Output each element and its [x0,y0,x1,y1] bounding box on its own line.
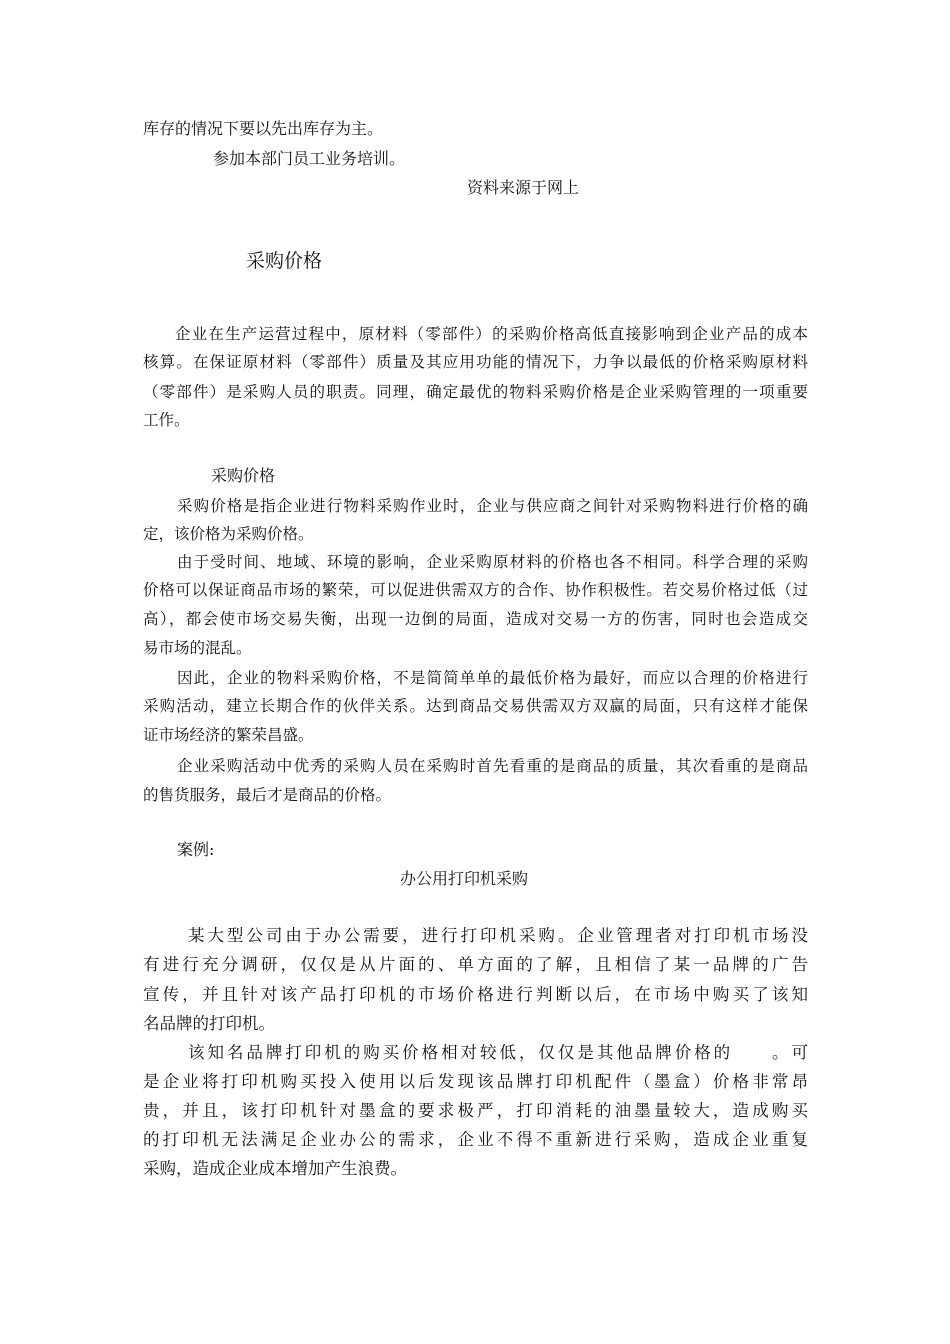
case-label: 案例: [177,840,215,859]
para1-line-4: 工作。 [143,411,190,429]
intro-line-1: 库存的情况下要以先出库存为主。 [143,119,384,138]
case-para2-line-5: 采购，造成企业成本增加产生浪费。 [143,1159,407,1178]
para3-line-3: 高），都会使市场交易失衡，出现一边倒的局面，造成对交易一方的伤害，同时也会造成交 [143,610,808,628]
para2-line-2: 定，该价格为采购价格。 [143,525,314,543]
para2-line-1: 采购价格是指企业进行物料采购作业时，企业与供应商之间针对采购物料进行价格的确 [177,497,808,515]
case-para2-line-3: 贵，并且，该打印机针对墨盒的要求极严，打印消耗的油墨量较大，造成购买 [143,1101,808,1120]
para4-line-1: 因此，企业的物料采购价格，不是简简单单的最低价格为最好，而应以合理的价格进行 [177,669,808,687]
case-para2-line-4: 的打印机无法满足企业办公的需求，企业不得不重新进行采购，造成企业重复 [143,1130,808,1149]
subsection-heading: 采购价格 [211,466,276,485]
case-para1-line-4: 名品牌的打印机。 [143,1014,275,1033]
para4-line-2: 采购活动，建立长期合作的伙伴关系。达到商品交易供需双方双赢的局面，只有这样才能保 [143,697,808,715]
case-title: 办公用打印机采购 [400,869,529,888]
case-para2-line-2: 是企业将打印机购买投入使用以后发现该品牌打印机配件（墨盒）价格非常昂 [143,1072,808,1091]
intro-line-2: 参加本部门员工业务培训。 [213,149,406,168]
section-heading: 采购价格 [246,250,323,272]
para3-line-2: 价格可以保证商品市场的繁荣，可以促进供需双方的合作、协作积极性。若交易价格过低（过 [143,581,808,599]
para3-line-4: 易市场的混乱。 [143,639,252,657]
para1-line-1: 企业在生产运营过程中，原材料（零部件）的采购价格高低直接影响到企业产品的成本 [175,325,808,343]
para1-line-3: （零部件）是采购人员的职责。同理，确定最优的物料采购价格是企业采购管理的一项重要 [143,383,808,401]
case-para1-line-2: 有进行充分调研，仅仅是从片面的、单方面的了解，且相信了某一品牌的广告 [143,955,808,974]
para3-line-1: 由于受时间、地域、环境的影响，企业采购原材料的价格也各不相同。科学合理的采购 [177,553,808,571]
para5-line-1: 企业采购活动中优秀的采购人员在采购时首先看重的是商品的质量，其次看重的是商品 [177,757,808,775]
para1-line-2: 核算。在保证原材料（零部件）质量及其应用功能的情况下，力争以最低的价格采购原材料 [143,353,808,371]
para4-line-3: 证市场经济的繁荣昌盛。 [143,726,314,744]
source-note: 资料来源于网上 [467,178,580,197]
para5-line-2: 的售货服务，最后才是商品的价格。 [143,786,392,804]
case-para1-line-3: 宣传，并且针对该产品打印机的市场价格进行判断以后，在市场中购买了该知 [143,985,808,1004]
case-para2-line-1: 该知名品牌打印机的购买价格相对较低，仅仅是其他品牌价格的 。可 [188,1043,808,1062]
case-para1-line-1: 某大型公司由于办公需要，进行打印机采购。企业管理者对打印机市场没 [188,926,808,945]
